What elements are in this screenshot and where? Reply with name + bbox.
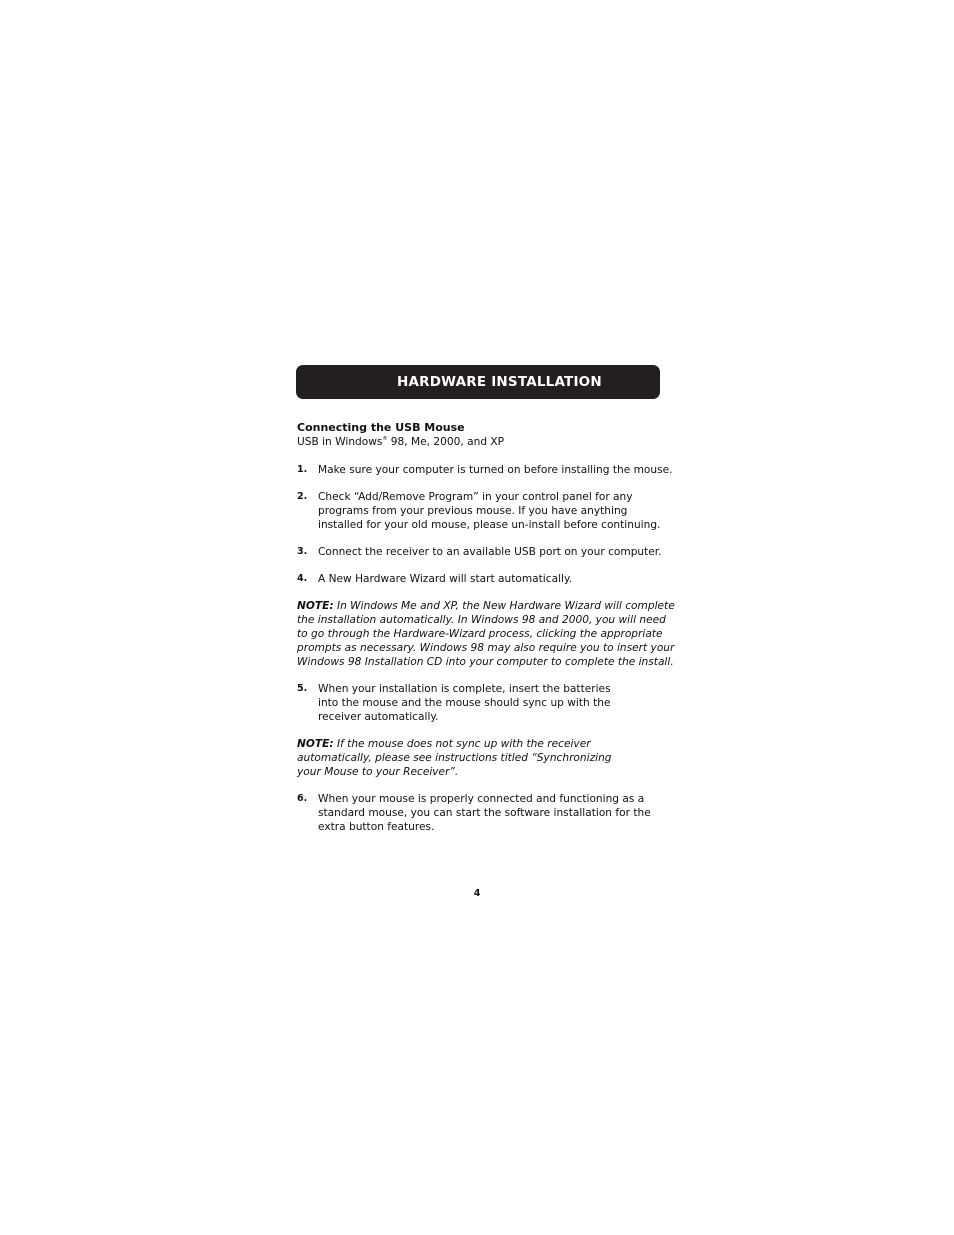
- step-number: 1.: [297, 464, 308, 475]
- note-line: automatically, please see instructions titled “Synchronizing: [297, 752, 612, 764]
- section-header-bar: [296, 365, 660, 399]
- step-item: [297, 682, 677, 724]
- step-line: standard mouse, you can start the software installation for the: [318, 807, 651, 819]
- step-line: installed for your old mouse, please un-install before continuing.: [318, 519, 661, 531]
- subtitle-versions: 98, Me, 2000, and XP: [387, 436, 505, 448]
- step-line: When your installation is complete, insert the batteries: [318, 683, 611, 695]
- step-text: [318, 545, 677, 559]
- note-line: Windows 98 Installation CD into your computer to complete the install.: [297, 656, 674, 668]
- step-text: [318, 572, 677, 586]
- note-block: [297, 737, 677, 779]
- step-line: Make sure your computer is turned on before installing the mouse.: [318, 464, 673, 476]
- note-label: NOTE:: [297, 600, 334, 612]
- step-text: [318, 792, 677, 834]
- step-number: 3.: [297, 546, 308, 557]
- note-line: [297, 599, 677, 613]
- note-line: [297, 737, 677, 751]
- step-line: extra button features.: [318, 821, 435, 833]
- step-number: 5.: [297, 683, 308, 694]
- note-label: NOTE:: [297, 738, 334, 750]
- note-text: In Windows Me and XP, the New Hardware Wizard will complete: [333, 600, 675, 612]
- note-line: the installation automatically. In Windows 98 and 2000, you will need: [297, 614, 666, 626]
- section-header-title: HARDWARE INSTALLATION: [397, 374, 602, 390]
- step-line: Check “Add/Remove Program” in your control panel for any: [318, 491, 633, 503]
- step-item: [297, 792, 677, 834]
- step-number: 4.: [297, 573, 308, 584]
- step-item: [297, 545, 677, 559]
- page-number: 4: [473, 888, 481, 899]
- note-line: your Mouse to your Receiver”.: [297, 766, 459, 778]
- note-line: prompts as necessary. Windows 98 may also require you to insert your: [297, 642, 675, 654]
- page-content: [297, 421, 677, 834]
- step-line: into the mouse and the mouse should sync up with the: [318, 697, 611, 709]
- step-line: A New Hardware Wizard will start automatically.: [318, 573, 573, 585]
- step-item: [297, 463, 677, 477]
- step-number: 6.: [297, 793, 308, 804]
- note-text: If the mouse does not sync up with the receiver: [333, 738, 591, 750]
- step-line: receiver automatically.: [318, 711, 439, 723]
- step-line: programs from your previous mouse. If you have anything: [318, 505, 628, 517]
- step-item: [297, 572, 677, 586]
- subtitle-text: USB in Windows: [297, 436, 383, 448]
- step-line: Connect the receiver to an available USB port on your computer.: [318, 546, 662, 558]
- note-block: [297, 599, 677, 669]
- step-text: [318, 682, 677, 724]
- section-subtitle: [297, 435, 677, 449]
- step-item: [297, 490, 677, 532]
- registered-mark: ®: [382, 436, 388, 442]
- section-title: Connecting the USB Mouse: [297, 421, 465, 434]
- step-text: [318, 463, 677, 477]
- step-line: When your mouse is properly connected and functioning as a: [318, 793, 645, 805]
- step-text: [318, 490, 677, 532]
- note-line: to go through the Hardware-Wizard process, clicking the appropriate: [297, 628, 663, 640]
- step-number: 2.: [297, 491, 308, 502]
